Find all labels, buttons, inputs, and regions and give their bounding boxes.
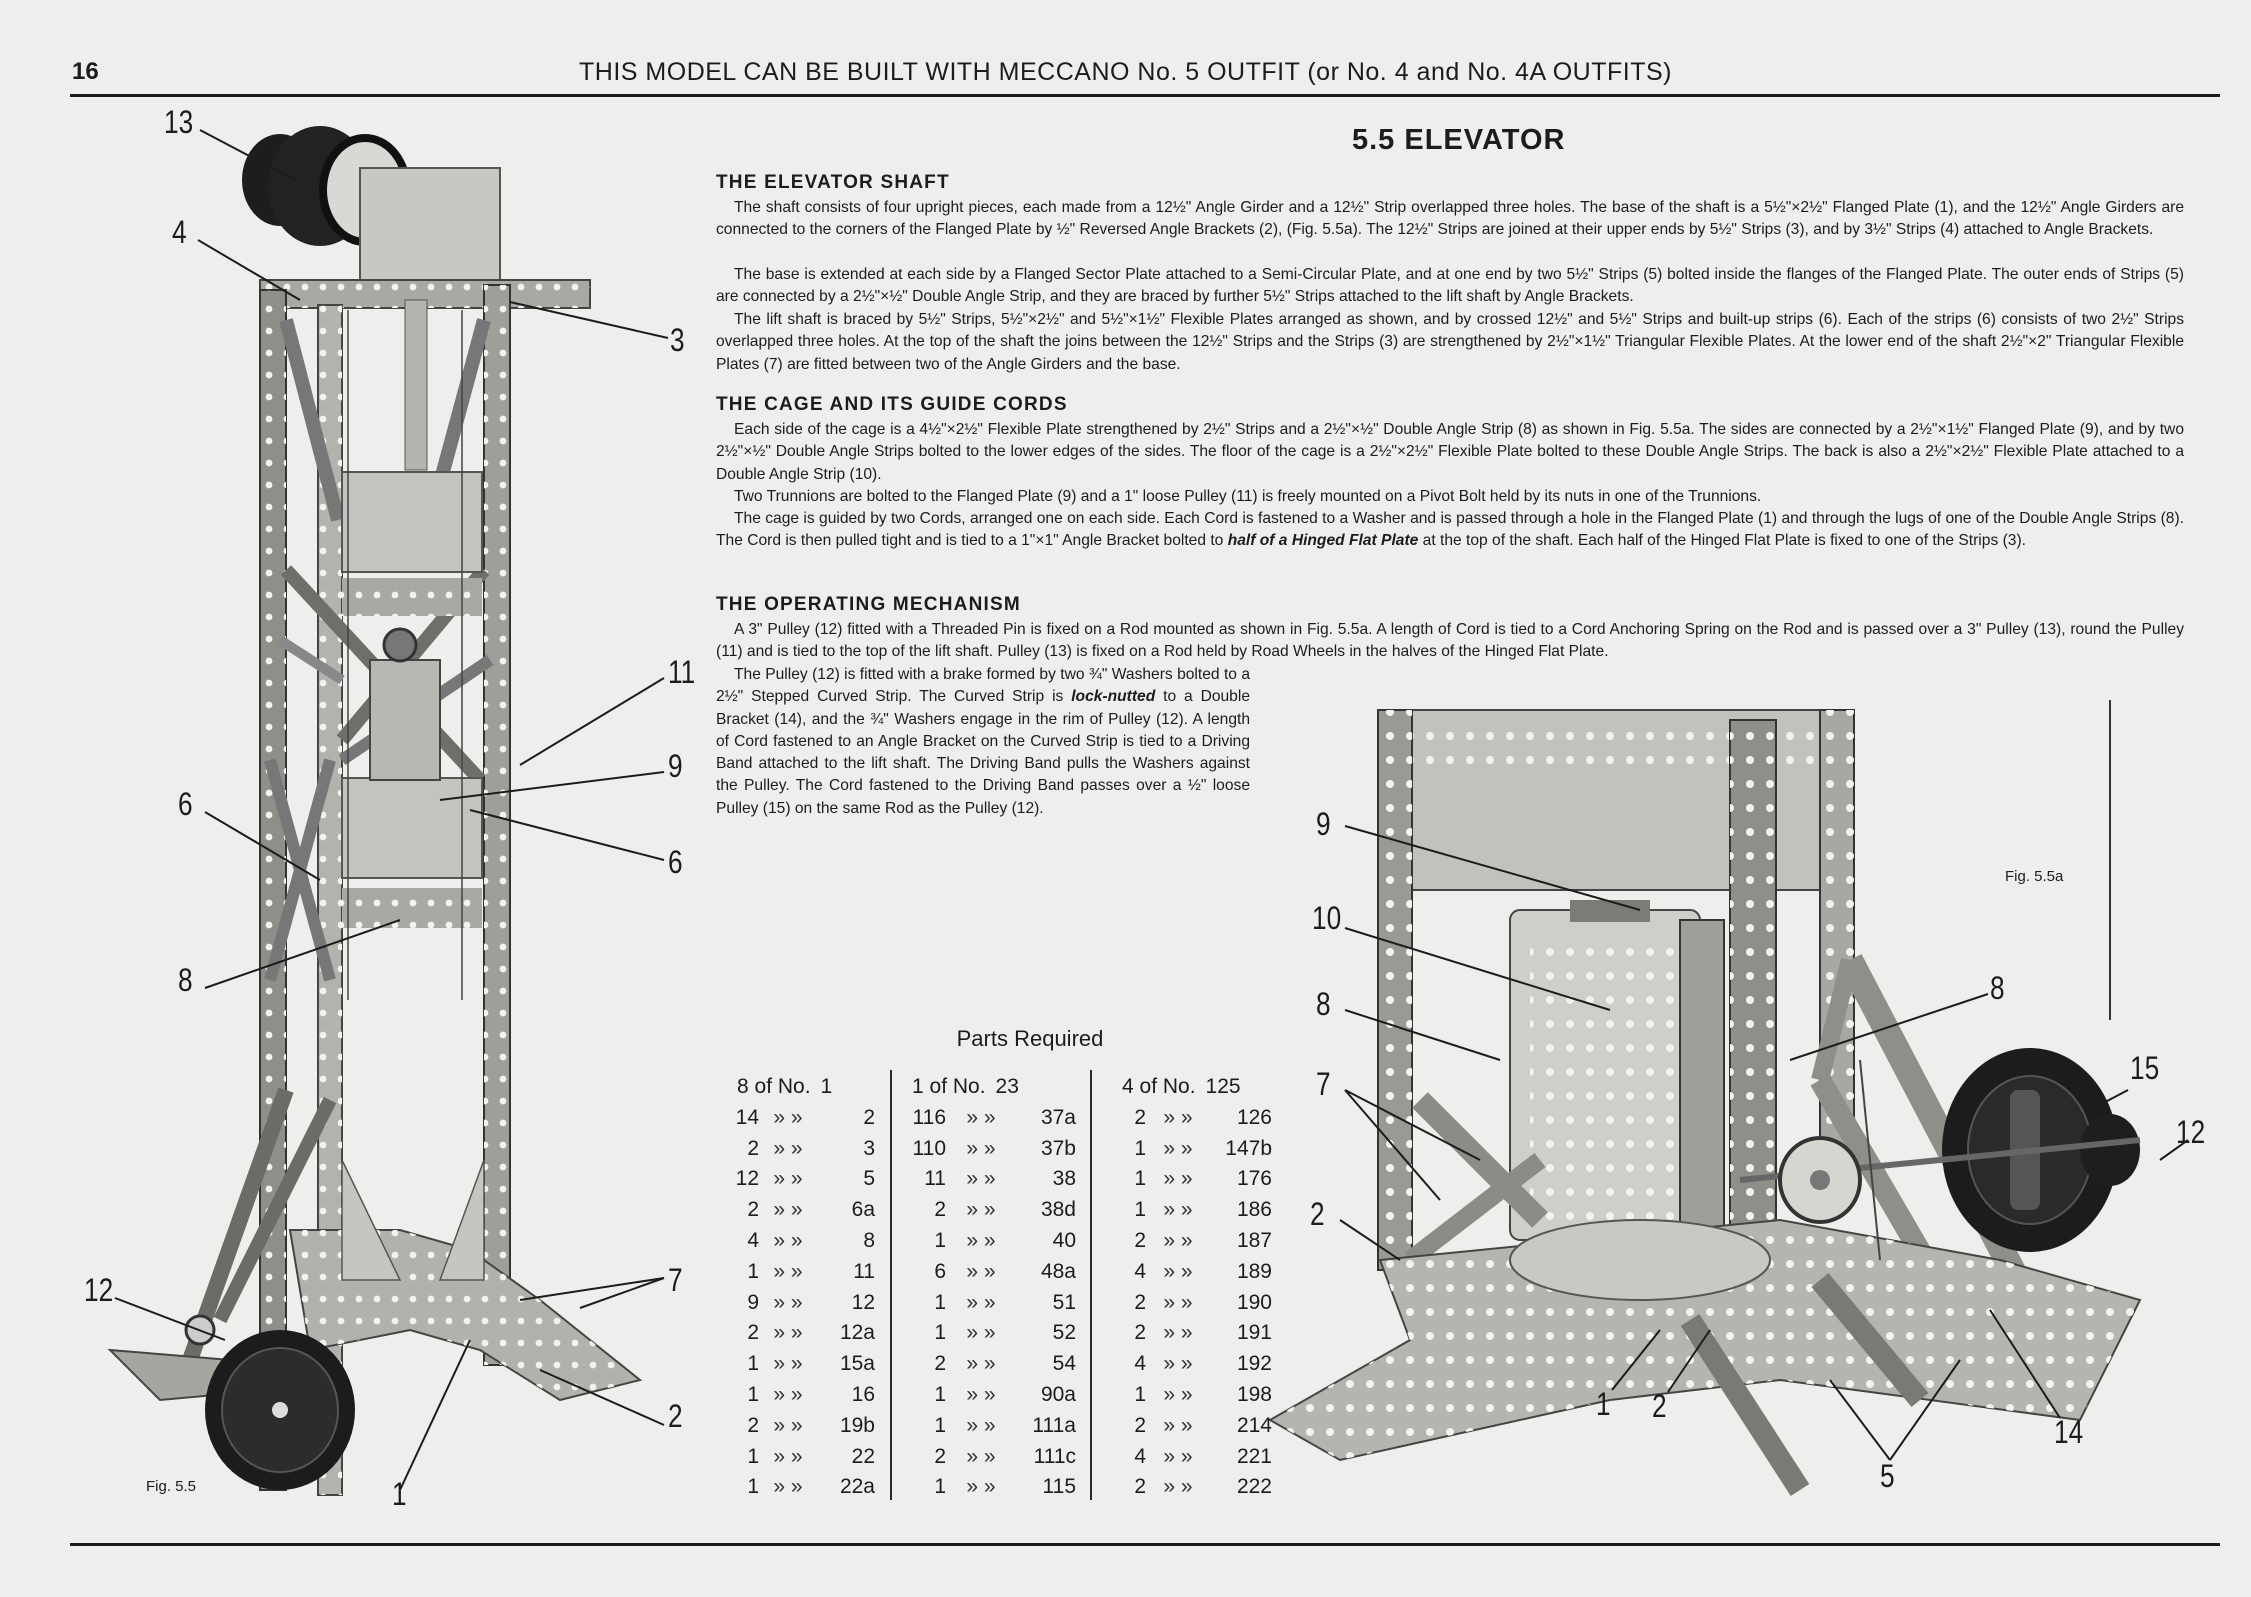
part-quantity: 4 bbox=[1134, 1259, 1146, 1283]
callout-r-7: 7 bbox=[1316, 1066, 1331, 1102]
parts-row bbox=[1110, 1442, 1272, 1473]
ditto-marks: » » bbox=[773, 1475, 803, 1499]
parts-row bbox=[725, 1164, 875, 1195]
part-number: 6a bbox=[851, 1198, 875, 1222]
part-quantity: 1 bbox=[747, 1382, 759, 1406]
part-quantity: 1 bbox=[934, 1382, 946, 1406]
parts-row bbox=[900, 1257, 1076, 1288]
ditto-marks: » » bbox=[966, 1444, 996, 1468]
part-number: 52 bbox=[1052, 1321, 1076, 1345]
parts-divider-1 bbox=[890, 1070, 892, 1500]
parts-row bbox=[900, 1134, 1076, 1165]
part-quantity: 4 bbox=[1134, 1352, 1146, 1376]
figure-caption-right: Fig. 5.5a bbox=[2005, 868, 2064, 885]
part-number: 15a bbox=[839, 1352, 875, 1376]
callout-3: 3 bbox=[670, 322, 685, 358]
part-quantity: 4 bbox=[747, 1228, 759, 1252]
part-number: 54 bbox=[1052, 1352, 1076, 1376]
part-number: 186 bbox=[1236, 1198, 1272, 1222]
ditto-marks: » » bbox=[773, 1321, 803, 1345]
part-quantity: 2 bbox=[747, 1413, 759, 1437]
parts-row bbox=[725, 1442, 875, 1473]
part-number: 1 bbox=[820, 1075, 833, 1098]
parts-row bbox=[725, 1349, 875, 1380]
ditto-marks: » » bbox=[966, 1259, 996, 1283]
part-number: 221 bbox=[1236, 1444, 1272, 1468]
ditto-marks: » » bbox=[1163, 1413, 1193, 1437]
model-title: 5.5 ELEVATOR bbox=[1352, 124, 1566, 156]
parts-row bbox=[900, 1103, 1076, 1134]
part-quantity: 1 bbox=[1134, 1382, 1146, 1406]
ditto-marks: » » bbox=[1163, 1290, 1193, 1314]
part-quantity: 2 bbox=[934, 1198, 946, 1222]
parts-row bbox=[1110, 1411, 1272, 1442]
ditto-marks: » » bbox=[1163, 1352, 1193, 1376]
part-number: 187 bbox=[1236, 1228, 1272, 1252]
part-number: 38 bbox=[1052, 1167, 1076, 1191]
part-quantity: 116 bbox=[912, 1105, 946, 1129]
part-quantity: 1 bbox=[747, 1352, 759, 1376]
parts-row-header: 8 of No. bbox=[737, 1075, 811, 1098]
part-number: 40 bbox=[1052, 1228, 1076, 1252]
mechanism-para-1: A 3" Pulley (12) fitted with a Threaded Pin is fixed on a Rod mounted as shown in Fig. 5.5a. A length of Cord is tied to a Cord Anchoring Spring on the Rod and is passed over a 3" Pulley (13), round the Pulley (11) and is tied to the top of the lift shaft. Pulley (13) is fixed on a Rod held by Road Wheels in the halves of the Hinged Flat Plate. bbox=[716, 621, 2184, 661]
parts-row bbox=[725, 1288, 875, 1319]
part-number: 3 bbox=[863, 1136, 875, 1160]
part-number: 126 bbox=[1236, 1105, 1272, 1129]
ditto-marks: » » bbox=[966, 1290, 996, 1314]
part-quantity: 2 bbox=[934, 1444, 946, 1468]
part-number: 191 bbox=[1236, 1321, 1272, 1345]
part-number: 37b bbox=[1040, 1136, 1076, 1160]
cage-para-1: Each side of the cage is a 4½"×2½" Flexible Plate strengthened by 2½" Strips and a 2½"×½" Double Angle Strip (8) as shown in Fig. 5.5a. The sides are connected by a 2½"×1½" Flanged Plate (9), and by two 2½"×½" Double Angle Strips bolted to the lower edges of the sides. The floor of the cage is a 2½"×2½" Flexible Plate bolted to these Double Angle Strips. The back is also a 2½"×2½" Flexible Plate attached to a Double Angle Strip (10). bbox=[716, 421, 2184, 483]
parts-row bbox=[1110, 1288, 1272, 1319]
part-number: 22 bbox=[851, 1444, 875, 1468]
parts-row bbox=[725, 1195, 875, 1226]
part-quantity: 1 bbox=[934, 1290, 946, 1314]
part-quantity: 1 bbox=[934, 1413, 946, 1437]
callout-1: 1 bbox=[392, 1476, 407, 1512]
ditto-marks: » » bbox=[773, 1290, 803, 1314]
callout-r-8-left: 8 bbox=[1316, 986, 1331, 1022]
part-quantity: 1 bbox=[747, 1444, 759, 1468]
parts-row bbox=[725, 1411, 875, 1442]
cage-para-3a: The cage is guided by two Cords, arranged one on each side. Each Cord is fastened to a Washer and is passed through a hole in the Flanged Plate (1) and through the lugs of one of the Double Angle Strips (8). The Cord is then pulled tight and is tied to a 1"×1" Angle Bracket bolted to bbox=[716, 510, 2184, 550]
callout-11: 11 bbox=[668, 654, 696, 690]
parts-row bbox=[900, 1072, 1076, 1103]
callout-r-10: 10 bbox=[1312, 900, 1342, 936]
part-number: 5 bbox=[863, 1167, 875, 1191]
part-number: 48a bbox=[1040, 1259, 1076, 1283]
mechanism-para-2a: The Pulley (12) is fitted with a brake formed by two ¾" Washers bolted to a 2½" Stepped Curved Strip. The Curved Strip is bbox=[716, 666, 1250, 706]
mechanism-para-2-emphasis: lock-nutted bbox=[1071, 688, 1156, 706]
callout-4: 4 bbox=[172, 214, 187, 250]
part-quantity: 1 bbox=[934, 1228, 946, 1252]
part-quantity: 2 bbox=[1134, 1228, 1146, 1252]
part-number: 8 bbox=[863, 1228, 875, 1252]
part-quantity: 2 bbox=[1134, 1321, 1146, 1345]
part-quantity: 2 bbox=[1134, 1475, 1146, 1499]
part-number: 111a bbox=[1032, 1413, 1076, 1437]
callout-6-left: 6 bbox=[178, 786, 193, 822]
part-quantity: 1 bbox=[747, 1475, 759, 1499]
parts-row bbox=[1110, 1195, 1272, 1226]
part-number: 12a bbox=[839, 1321, 875, 1345]
part-quantity: 6 bbox=[934, 1259, 946, 1283]
section-heading-mechanism: THE OPERATING MECHANISM bbox=[716, 594, 1021, 615]
part-quantity: 1 bbox=[747, 1259, 759, 1283]
part-number: 22a bbox=[839, 1475, 875, 1499]
parts-row bbox=[900, 1380, 1076, 1411]
callout-6-right: 6 bbox=[668, 844, 683, 880]
part-quantity: 11 bbox=[924, 1167, 946, 1191]
parts-row bbox=[725, 1257, 875, 1288]
part-number: 147b bbox=[1225, 1136, 1272, 1160]
ditto-marks: » » bbox=[966, 1382, 996, 1406]
mechanism-para-2b: to a Double Bracket (14), and the ¾" Washers engage in the rim of Pulley (12). A length of Cord fastened to an Angle Bracket on the Curved Strip is tied to a Driving Band attached to the lift shaft. The Driving Band pulls the Washers against the Pulley. The Cord fastened to the Driving Band passes over a ½" loose Pulley (15) on the same Rod as the Pulley (12). bbox=[716, 688, 1250, 817]
parts-row bbox=[1110, 1349, 1272, 1380]
ditto-marks: » » bbox=[773, 1382, 803, 1406]
part-quantity: 110 bbox=[912, 1136, 946, 1160]
callout-r-2-left: 2 bbox=[1310, 1196, 1325, 1232]
callout-r-1: 1 bbox=[1596, 1386, 1611, 1422]
ditto-marks: » » bbox=[1163, 1136, 1193, 1160]
part-number: 192 bbox=[1236, 1352, 1272, 1376]
part-number: 2 bbox=[863, 1105, 875, 1129]
parts-row bbox=[725, 1318, 875, 1349]
ditto-marks: » » bbox=[773, 1136, 803, 1160]
part-number: 19b bbox=[839, 1413, 875, 1437]
ditto-marks: » » bbox=[966, 1352, 996, 1376]
parts-row-header: 1 of No. bbox=[912, 1075, 986, 1098]
ditto-marks: » » bbox=[1163, 1105, 1193, 1129]
ditto-marks: » » bbox=[773, 1228, 803, 1252]
part-number: 214 bbox=[1236, 1413, 1272, 1437]
ditto-marks: » » bbox=[1163, 1321, 1193, 1345]
ditto-marks: » » bbox=[773, 1444, 803, 1468]
ditto-marks: » » bbox=[773, 1198, 803, 1222]
part-number: 115 bbox=[1042, 1475, 1076, 1499]
part-quantity: 1 bbox=[1134, 1198, 1146, 1222]
section-heading-cage: THE CAGE AND ITS GUIDE CORDS bbox=[716, 394, 1068, 415]
parts-column-1 bbox=[725, 1072, 875, 1503]
callout-8: 8 bbox=[178, 962, 193, 998]
part-number: 125 bbox=[1205, 1075, 1241, 1098]
page-header: THIS MODEL CAN BE BUILT WITH MECCANO No. 5 OUTFIT (or No. 4 and No. 4A OUTFITS) bbox=[579, 58, 1672, 86]
ditto-marks: » » bbox=[966, 1475, 996, 1499]
part-number: 90a bbox=[1040, 1382, 1076, 1406]
ditto-marks: » » bbox=[773, 1167, 803, 1191]
parts-row bbox=[1110, 1472, 1272, 1503]
part-quantity: 2 bbox=[934, 1352, 946, 1376]
part-number: 12 bbox=[851, 1290, 875, 1314]
page-number: 16 bbox=[72, 58, 99, 85]
part-quantity: 2 bbox=[747, 1321, 759, 1345]
ditto-marks: » » bbox=[773, 1259, 803, 1283]
callout-9: 9 bbox=[668, 748, 683, 784]
part-number: 38d bbox=[1040, 1198, 1076, 1222]
parts-row bbox=[900, 1195, 1076, 1226]
part-quantity: 2 bbox=[1134, 1413, 1146, 1437]
callout-r-2-right: 2 bbox=[1652, 1388, 1667, 1424]
part-number: 189 bbox=[1236, 1259, 1272, 1283]
cage-para-3b: at the top of the shaft. Each half of the Hinged Flat Plate is fixed to one of the Strips (3). bbox=[1418, 532, 2026, 550]
parts-row bbox=[1110, 1164, 1272, 1195]
ditto-marks: » » bbox=[1163, 1444, 1193, 1468]
parts-row bbox=[900, 1442, 1076, 1473]
part-number: 23 bbox=[995, 1075, 1019, 1098]
part-number: 111c bbox=[1033, 1444, 1076, 1468]
cage-para-3-emphasis: half of a Hinged Flat Plate bbox=[1227, 532, 1419, 550]
part-quantity: 14 bbox=[735, 1105, 759, 1129]
parts-row bbox=[1110, 1257, 1272, 1288]
parts-row bbox=[725, 1072, 875, 1103]
ditto-marks: » » bbox=[1163, 1228, 1193, 1252]
part-number: 176 bbox=[1236, 1167, 1272, 1191]
section-heading-shaft: THE ELEVATOR SHAFT bbox=[716, 172, 950, 193]
shaft-para-1: The shaft consists of four upright pieces, each made from a 12½" Angle Girder and a 12½" Strip overlapped three holes. The base of the shaft is a 5½"×2½" Flanged Plate (1), and the 12½" Angle Girders are connected to the corners of the Flanged Plate by ½" Reversed Angle Brackets (2), (Fig. 5.5a). The 12½" Strips are joined at their upper ends by 5½" Strips (3), and by 3½" Strips (4) attached to Angle Brackets. bbox=[716, 199, 2184, 239]
part-quantity: 2 bbox=[747, 1198, 759, 1222]
ditto-marks: » » bbox=[966, 1321, 996, 1345]
part-number: 190 bbox=[1236, 1290, 1272, 1314]
part-number: 198 bbox=[1236, 1382, 1272, 1406]
parts-row bbox=[900, 1472, 1076, 1503]
parts-row bbox=[900, 1318, 1076, 1349]
ditto-marks: » » bbox=[773, 1352, 803, 1376]
callout-r-9: 9 bbox=[1316, 806, 1331, 842]
ditto-marks: » » bbox=[966, 1198, 996, 1222]
part-number: 11 bbox=[853, 1259, 875, 1283]
part-quantity: 1 bbox=[934, 1321, 946, 1345]
parts-divider-2 bbox=[1090, 1070, 1092, 1500]
part-quantity: 9 bbox=[747, 1290, 759, 1314]
callout-r-5: 5 bbox=[1880, 1458, 1895, 1494]
shaft-para-2: The base is extended at each side by a Flanged Sector Plate attached to a Semi-Circular Plate, and at one end by two 5½" Strips (5) bolted inside the flanges of the Flanged Plate. The outer ends of Strips (5) are connected by a 2½"×½" Double Angle Strip, and they are braced by further 5½" Strips attached to the lift shaft by Angle Brackets. bbox=[716, 266, 2184, 306]
parts-row bbox=[725, 1134, 875, 1165]
parts-column-2 bbox=[900, 1072, 1076, 1503]
parts-column-3 bbox=[1110, 1072, 1272, 1503]
ditto-marks: » » bbox=[773, 1105, 803, 1129]
part-quantity: 2 bbox=[1134, 1290, 1146, 1314]
ditto-marks: » » bbox=[1163, 1382, 1193, 1406]
callout-r-12: 12 bbox=[2176, 1114, 2206, 1150]
ditto-marks: » » bbox=[966, 1228, 996, 1252]
parts-required-title: Parts Required bbox=[956, 1026, 1104, 1051]
parts-row bbox=[900, 1226, 1076, 1257]
parts-row bbox=[900, 1411, 1076, 1442]
part-number: 16 bbox=[851, 1382, 875, 1406]
callout-r-15: 15 bbox=[2130, 1050, 2160, 1086]
ditto-marks: » » bbox=[966, 1105, 996, 1129]
part-number: 37a bbox=[1040, 1105, 1076, 1129]
callout-13: 13 bbox=[164, 104, 194, 140]
callout-2: 2 bbox=[668, 1398, 683, 1434]
part-number: 51 bbox=[1052, 1290, 1076, 1314]
ditto-marks: » » bbox=[966, 1167, 996, 1191]
part-quantity: 2 bbox=[747, 1136, 759, 1160]
parts-row bbox=[1110, 1103, 1272, 1134]
parts-row bbox=[1110, 1134, 1272, 1165]
part-quantity: 1 bbox=[934, 1475, 946, 1499]
part-number: 222 bbox=[1236, 1475, 1272, 1499]
callout-7: 7 bbox=[668, 1262, 683, 1298]
ditto-marks: » » bbox=[1163, 1167, 1193, 1191]
part-quantity: 1 bbox=[1134, 1167, 1146, 1191]
parts-row bbox=[725, 1103, 875, 1134]
part-quantity: 2 bbox=[1134, 1105, 1146, 1129]
ditto-marks: » » bbox=[966, 1136, 996, 1160]
part-quantity: 1 bbox=[1134, 1136, 1146, 1160]
parts-row bbox=[1110, 1380, 1272, 1411]
shaft-para-3: The lift shaft is braced by 5½" Strips, 5½"×2½" and 5½"×1½" Flexible Plates arranged as shown, and by crossed 12½" and 5½" Strips and built-up strips (6). Each of the strips (6) consists of two 2½" Strips overlapped three holes. At the top of the shaft the joins between the 12½" Strips and the Strips (3) are strengthened by 2½"×1½" Triangular Flexible Plates. At the lower end of the shaft 2½"×2" Triangular Flexible Plates (7) are fitted between two of the Angle Girders and the base. bbox=[716, 311, 2184, 373]
callout-12: 12 bbox=[84, 1272, 114, 1308]
part-quantity: 4 bbox=[1134, 1444, 1146, 1468]
parts-row bbox=[725, 1472, 875, 1503]
ditto-marks: » » bbox=[966, 1413, 996, 1437]
parts-row bbox=[725, 1226, 875, 1257]
parts-row bbox=[1110, 1072, 1272, 1103]
figure-caption-left: Fig. 5.5 bbox=[146, 1478, 197, 1495]
ditto-marks: » » bbox=[773, 1413, 803, 1437]
cage-para-2: Two Trunnions are bolted to the Flanged Plate (9) and a 1" loose Pulley (11) is freely mounted on a Pivot Bolt held by its nuts in one of the Trunnions. bbox=[734, 488, 1762, 505]
parts-row bbox=[900, 1164, 1076, 1195]
parts-row bbox=[1110, 1226, 1272, 1257]
ditto-marks: » » bbox=[1163, 1198, 1193, 1222]
parts-row bbox=[725, 1380, 875, 1411]
parts-row bbox=[900, 1288, 1076, 1319]
ditto-marks: » » bbox=[1163, 1259, 1193, 1283]
parts-row bbox=[900, 1349, 1076, 1380]
callout-r-8-right: 8 bbox=[1990, 970, 2005, 1006]
callout-r-14: 14 bbox=[2054, 1414, 2084, 1450]
part-quantity: 12 bbox=[735, 1167, 759, 1191]
parts-row bbox=[1110, 1318, 1272, 1349]
ditto-marks: » » bbox=[1163, 1475, 1193, 1499]
parts-row-header: 4 of No. bbox=[1122, 1075, 1196, 1098]
